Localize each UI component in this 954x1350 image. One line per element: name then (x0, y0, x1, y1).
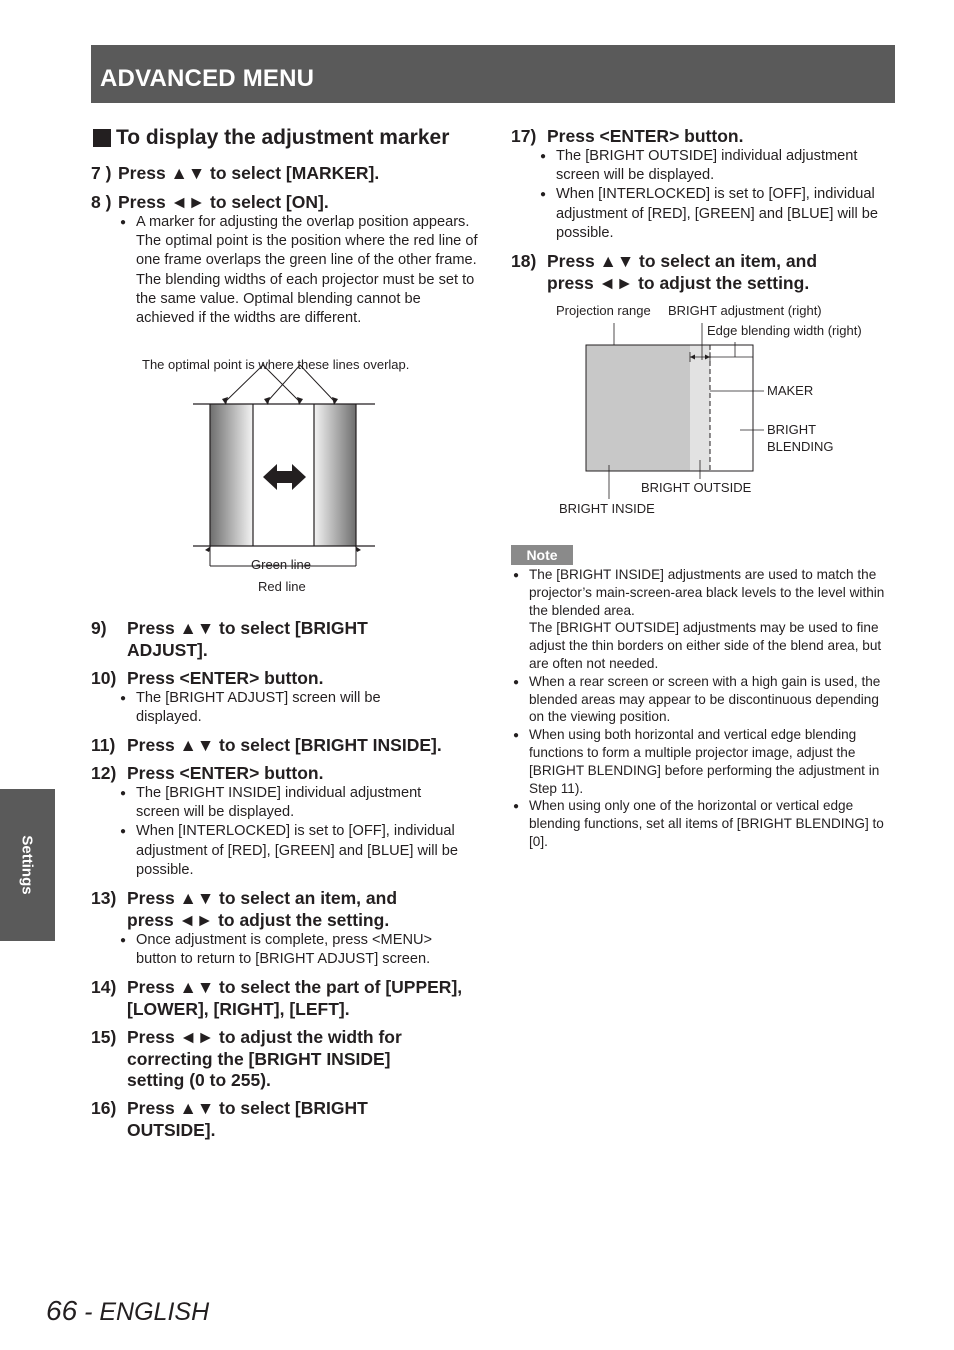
settings-side-tab (0, 789, 55, 941)
projection-range-label: Projection range (556, 303, 651, 318)
bullet-item: ● When [INTERLOCKED] is set to [OFF], individual adjustment of [RED], [GREEN] and [BLUE] will be possible. (540, 185, 892, 243)
step-17-bullets (540, 147, 892, 243)
footer-separator: - (77, 1298, 100, 1326)
step-text: Press ▲▼ to select [MARKER]. (118, 163, 380, 183)
step-text: Press ▲▼ to select [BRIGHT INSIDE]. (127, 735, 442, 755)
step-text: Press <ENTER> button. (547, 126, 744, 146)
marker-diagram-caption: The optimal point is where these lines overlap. (142, 357, 410, 372)
step-8-bullets (120, 213, 482, 328)
bright-inside-label: BRIGHT INSIDE (559, 501, 655, 516)
step-text: Press <ENTER> button. (127, 668, 324, 688)
step-text: Press <ENTER> button. (127, 763, 324, 783)
section-header (91, 45, 895, 103)
header-title: ADVANCED MENU (100, 65, 315, 92)
page-number: 66 (46, 1295, 78, 1326)
bright-outside-label: BRIGHT OUTSIDE (641, 480, 752, 495)
maker-label: MAKER (767, 383, 814, 398)
bright-blending-label-2: BLENDING (767, 439, 834, 454)
step-number: 13) (91, 888, 117, 908)
bullet-item: ● The [BRIGHT INSIDE] individual adjustment screen will be displayed. (120, 784, 465, 822)
step-text: Press ▲▼ to select [BRIGHT ADJUST]. (127, 618, 368, 660)
step-number: 9) (91, 618, 107, 638)
step-number: 7 ) (91, 163, 112, 183)
main-screen-area (586, 345, 690, 471)
note-item: ● When using both horizontal and vertical edge blending functions to form a multiple projector image, adjust the [BRIGHT BLENDING] before performing the adjustment in Step 11). (513, 726, 893, 797)
note-item: ● When a rear screen or screen with a high gain is used, the blended areas may appear to be discontinuous depending on the viewing position. (513, 673, 893, 726)
note-item-continuation: The [BRIGHT OUTSIDE] adjustments may be used to fine adjust the thin borders on either side of the blend area, but are often not needed. (529, 620, 882, 671)
step-text: Press ◄► to select [ON]. (118, 192, 329, 212)
step-text: Press ◄► to adjust the width for correcting the [BRIGHT INSIDE] setting (0 to 255). (127, 1027, 402, 1090)
left-blend-gradient (210, 404, 253, 546)
bullet-item: ● The [BRIGHT ADJUST] screen will be displayed. (120, 689, 420, 727)
step-13-bullets (120, 931, 470, 969)
step-10-bullets (120, 689, 420, 727)
double-arrow-icon (263, 464, 306, 490)
blend-area (690, 345, 710, 471)
step-number: 8 ) (91, 192, 112, 212)
bullet-continuation: The blending widths of each projector must be set to the same value. Optimal blending cannot be achieved if the widths are different. (136, 271, 475, 327)
step-number: 14) (91, 977, 117, 997)
pointer-line-right (267, 365, 335, 402)
step-number: 18) (511, 251, 537, 271)
step-12-bullets (120, 784, 465, 880)
section-title-text: To display the adjustment marker (116, 126, 450, 149)
step-number: 10) (91, 668, 117, 688)
note-list (513, 566, 893, 851)
note-label: Note (511, 545, 573, 565)
bullet-item: ● When [INTERLOCKED] is set to [OFF], individual adjustment of [RED], [GREEN] and [BLUE] will be possible. (120, 822, 465, 880)
footer-language: ENGLISH (99, 1298, 210, 1326)
step-number: 17) (511, 126, 537, 146)
bullet-item: ● Once adjustment is complete, press <MENU> button to return to [BRIGHT ADJUST] screen. (120, 931, 470, 969)
page-footer (46, 1295, 209, 1327)
step-text: Press ▲▼ to select an item, and press ◄► to adjust the setting. (127, 888, 398, 930)
square-bullet-icon (93, 129, 111, 147)
green-line-label: Green line (251, 557, 311, 572)
step-text: Press ▲▼ to select an item, and press ◄► to adjust the setting. (547, 251, 818, 293)
red-line-label: Red line (258, 579, 306, 594)
pointer-line-left (225, 365, 300, 402)
bright-adjust-right-label: BRIGHT adjustment (right) (668, 303, 822, 318)
right-blend-gradient (314, 404, 356, 546)
bullet-item: ● A marker for adjusting the overlap position appears. The optimal point is the position where the red line of one frame overlaps the green line of the other frame. (120, 213, 482, 271)
step-number: 12) (91, 763, 117, 783)
note-item: ● When using only one of the horizontal or vertical edge blending functions, set all items of [BRIGHT BLENDING] to [0]. (513, 797, 893, 850)
bullet-item: ● The [BRIGHT OUTSIDE] individual adjustment screen will be displayed. (540, 147, 892, 185)
step-number: 11) (91, 735, 116, 755)
side-tab-label: Settings (18, 835, 36, 895)
step-number: 16) (91, 1098, 117, 1118)
step-text: Press ▲▼ to select the part of [UPPER], [LOWER], [RIGHT], [LEFT]. (127, 977, 463, 1019)
step-number: 15) (91, 1027, 117, 1047)
note-item: ● The [BRIGHT INSIDE] adjustments are used to match the projector’s main-screen-area black levels to the level within the blended area. (513, 566, 893, 619)
section-title (93, 126, 449, 150)
step-text: Press ▲▼ to select [BRIGHT OUTSIDE]. (127, 1098, 368, 1140)
bright-blending-label-1: BRIGHT (767, 422, 817, 437)
edge-blending-right-label: Edge blending width (right) (707, 323, 862, 338)
